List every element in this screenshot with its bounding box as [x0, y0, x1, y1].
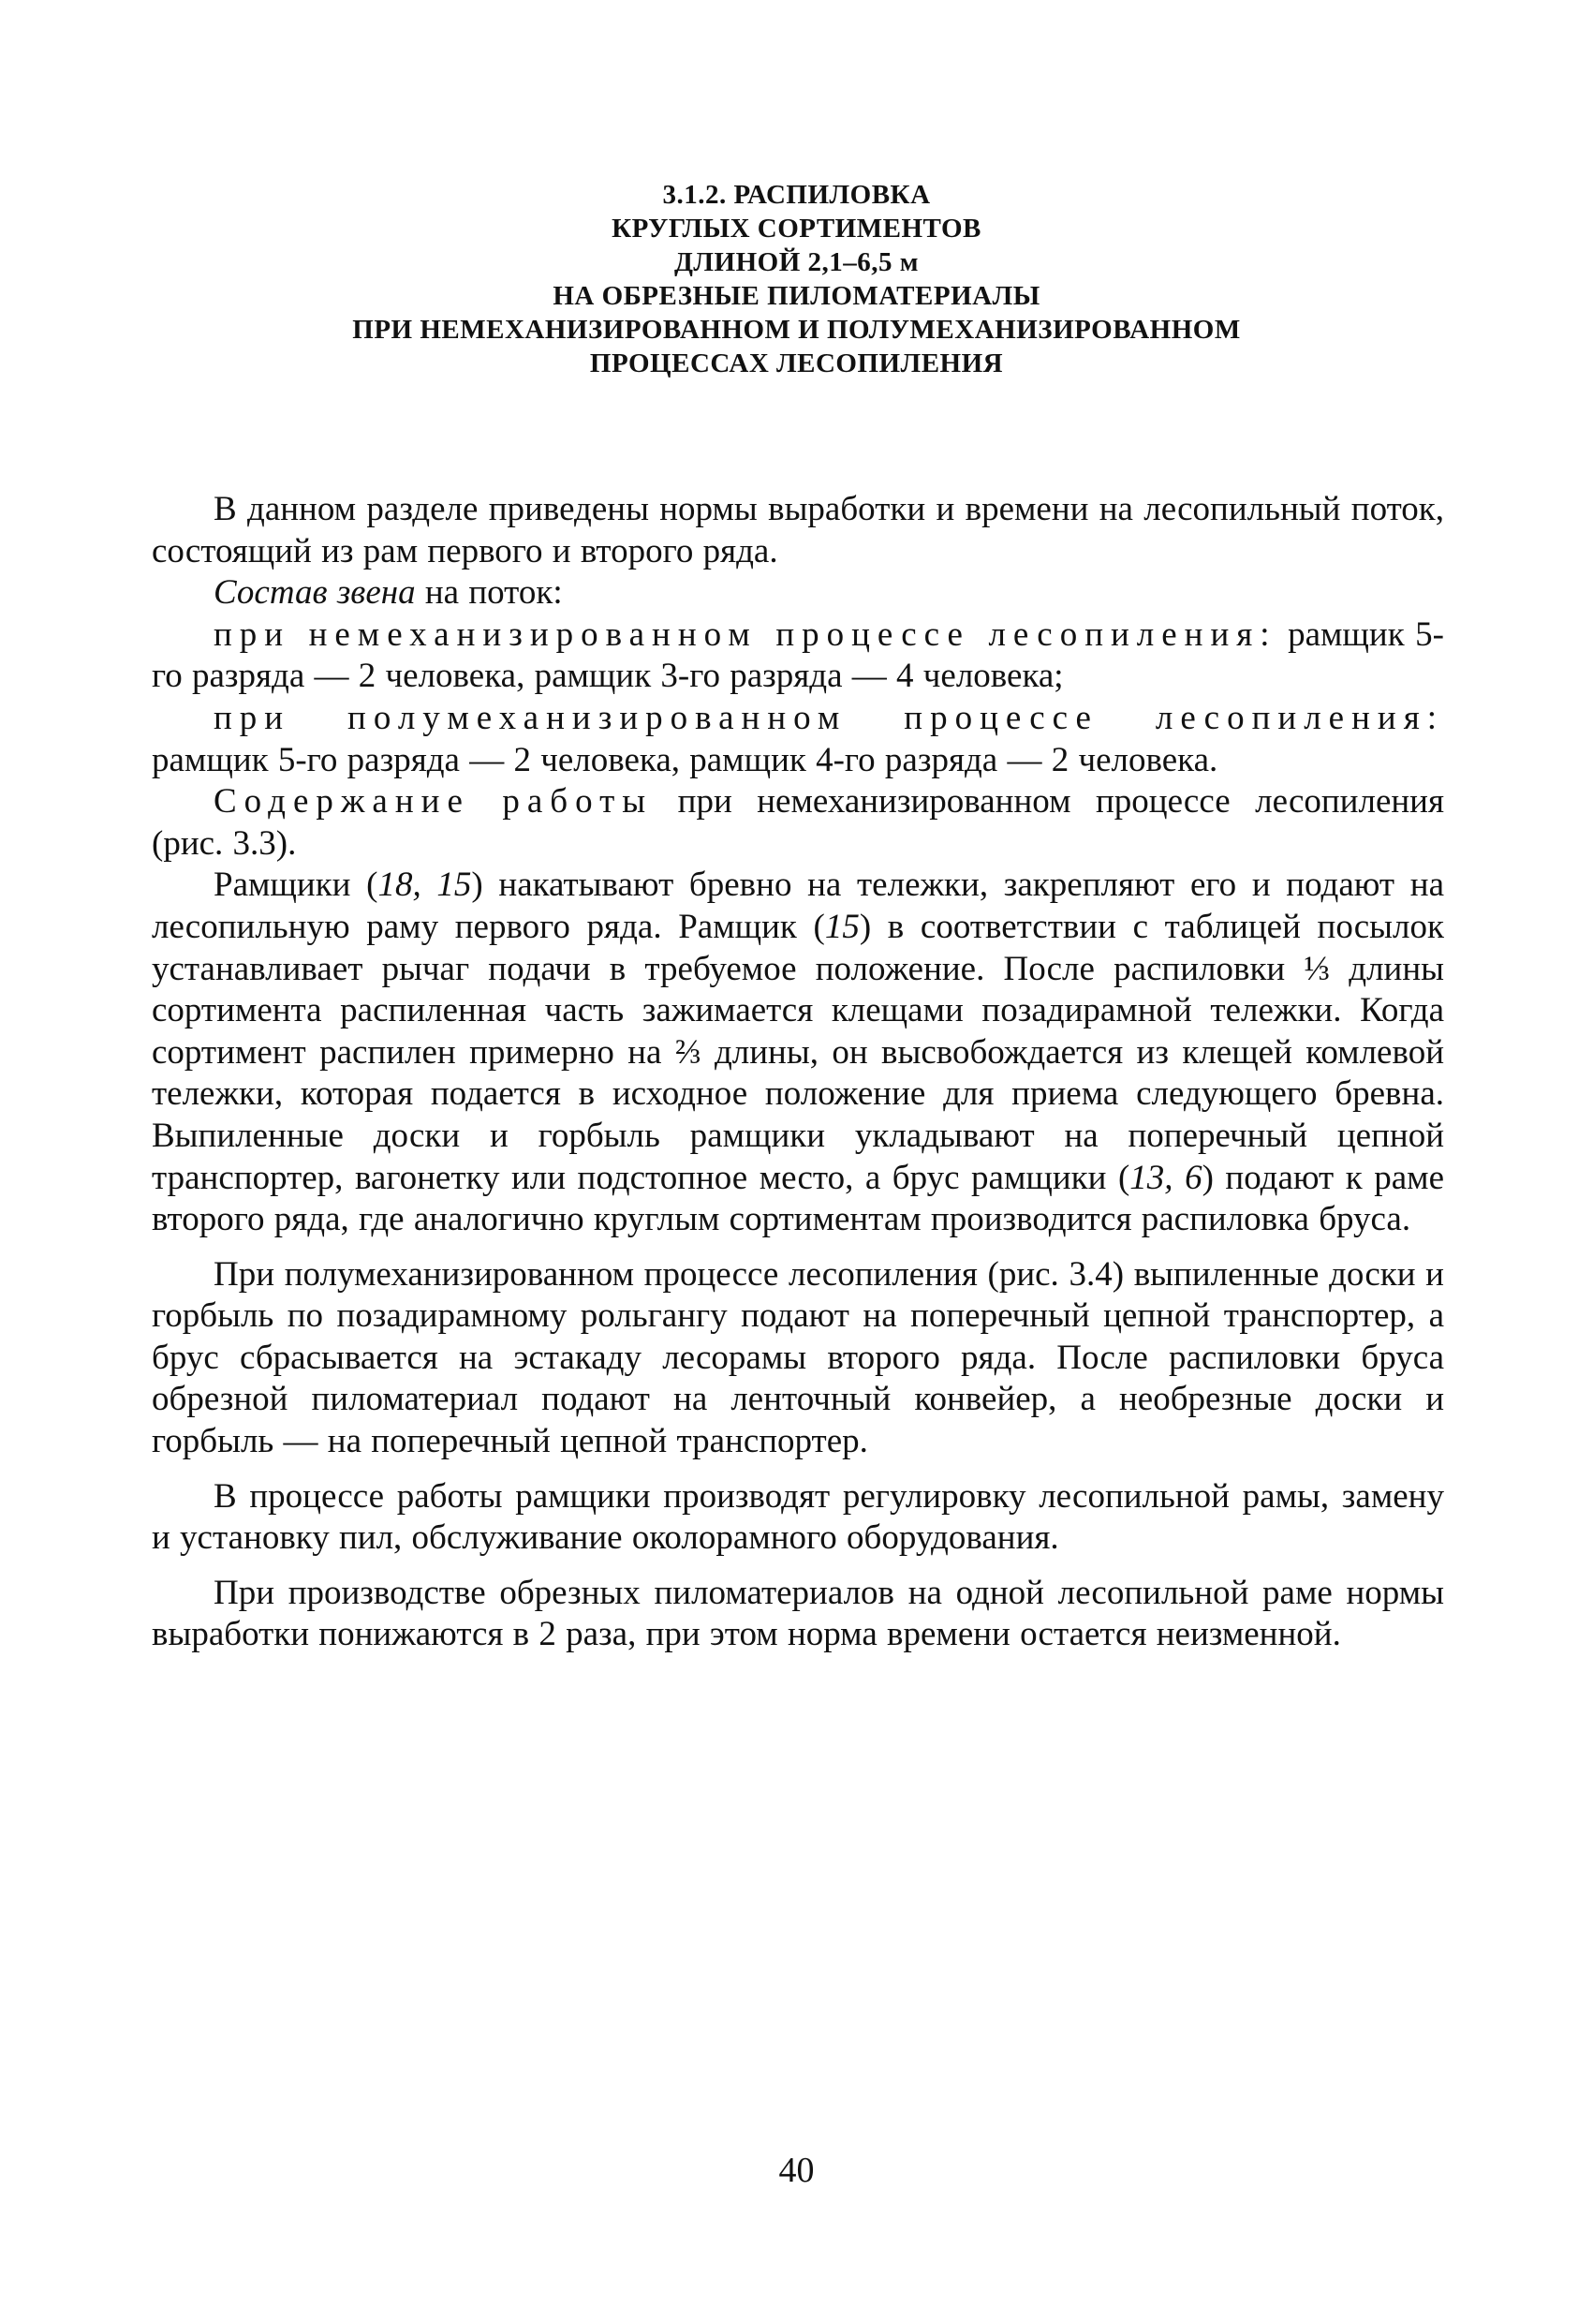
semimech-text: рамщик 5-го разряда — 2 человека, рамщик 4-го разряда — 2 человека.	[152, 740, 1218, 779]
heading-line-3: ДЛИНОЙ 2,1–6,5 м	[673, 247, 920, 277]
nonmech-label: при немеханизированном процессе лесопиления:	[214, 614, 1277, 654]
paragraph-content	[152, 781, 1444, 865]
crew-label: Состав звена	[214, 573, 416, 613]
paragraph-1	[152, 865, 1444, 1240]
p2-text: При полумеханизированном процессе лесопиления (рис. 3.4) выпиленные доски и горбыль по позадирамному рольгангу подают на поперечный цепной транспортер, а брус сбрасывается на эстакаду лесорамы второго ряда. После распиловки бруса обрезной пиломатериал подают на ленточный конвейер, а необрезные доски и горбыль — на поперечный цепной транспортер.	[152, 1254, 1444, 1461]
paragraph-nonmech	[152, 614, 1444, 698]
paragraph-2	[152, 1254, 1444, 1463]
heading-line-4: НА ОБРЕЗНЫЕ ПИЛОМАТЕРИАЛЫ	[553, 281, 1040, 311]
p1-refs-2: 15	[824, 907, 860, 946]
intro-text: В данном разделе приведены нормы выработки и времени на лесопильный поток, состоящий из рам первого и второго ряда.	[152, 490, 1444, 570]
paragraph-crew	[152, 572, 1444, 614]
p3-text: В процессе работы рамщики производят регулировку лесопильной рамы, замену и установку пил, обслуживание околорамного оборудования.	[152, 1476, 1444, 1558]
heading-line-5: ПРИ НЕМЕХАНИЗИРОВАННОМ И ПОЛУМЕХАНИЗИРОВАННОМ	[352, 315, 1241, 345]
page-number: 40	[778, 2151, 815, 2190]
p1-refs-3: 13, 6	[1129, 1158, 1202, 1197]
p1-refs-1: 18, 15	[377, 866, 472, 905]
paragraph-intro	[152, 489, 1444, 572]
heading-line-2: КРУГЛЫХ СОРТИМЕНТОВ	[612, 214, 981, 244]
paragraph-semimech	[152, 698, 1444, 781]
p1-part-c: ) в соответствии с таблицей посылок устанавливает рычаг подачи в требуемое положение. После распиловки ⅓ длины сортимента распиленная часть зажимается клещами позадирамной тележки. Когда сортимент распилен примерно на ⅔ длины, он высвобождается из клещей комлевой тележки, которая подается в исходное положение для приема следующего бревна. Выпиленные доски и горбыль рамщики укладывают на поперечный цепной транспортер, вагонетку или подстопное место, а брус рамщики (	[152, 907, 1444, 1197]
paragraph-4	[152, 1573, 1444, 1656]
p1-part-d: ) подают к раме второго ряда, где аналогично круглым сортиментам производится распиловка бруса.	[152, 1158, 1444, 1239]
nonmech-text: рамщик 5-го разряда — 2 человека, рамщик 3-го разряда — 4 человека;	[152, 614, 1444, 696]
semimech-label: при полумеханизированном процессе лесопиления:	[214, 698, 1444, 737]
p1-part-a: Рамщики (	[214, 866, 378, 905]
content-text: при немеханизированном процессе лесопиления (рис. 3.3).	[152, 782, 1444, 863]
section-heading	[0, 178, 1593, 380]
p1-part-b: ) накатывают бревно на тележки, закрепляют его и подают на лесопильную раму первого ряда. Рамщик (	[152, 866, 1444, 946]
crew-text: на поток:	[415, 573, 563, 613]
body-text	[152, 489, 1444, 1656]
heading-line-6: ПРОЦЕССАХ ЛЕСОПИЛЕНИЯ	[589, 348, 1004, 378]
content-label: Содержание работы	[214, 782, 654, 822]
p4-text: При производстве обрезных пиломатериалов на одной лесопильной раме нормы выработки понижаются в 2 раза, при этом норма времени остается неизменной.	[152, 1573, 1444, 1654]
paragraph-3	[152, 1476, 1444, 1560]
heading-line-1: 3.1.2. РАСПИЛОВКА	[662, 180, 931, 210]
